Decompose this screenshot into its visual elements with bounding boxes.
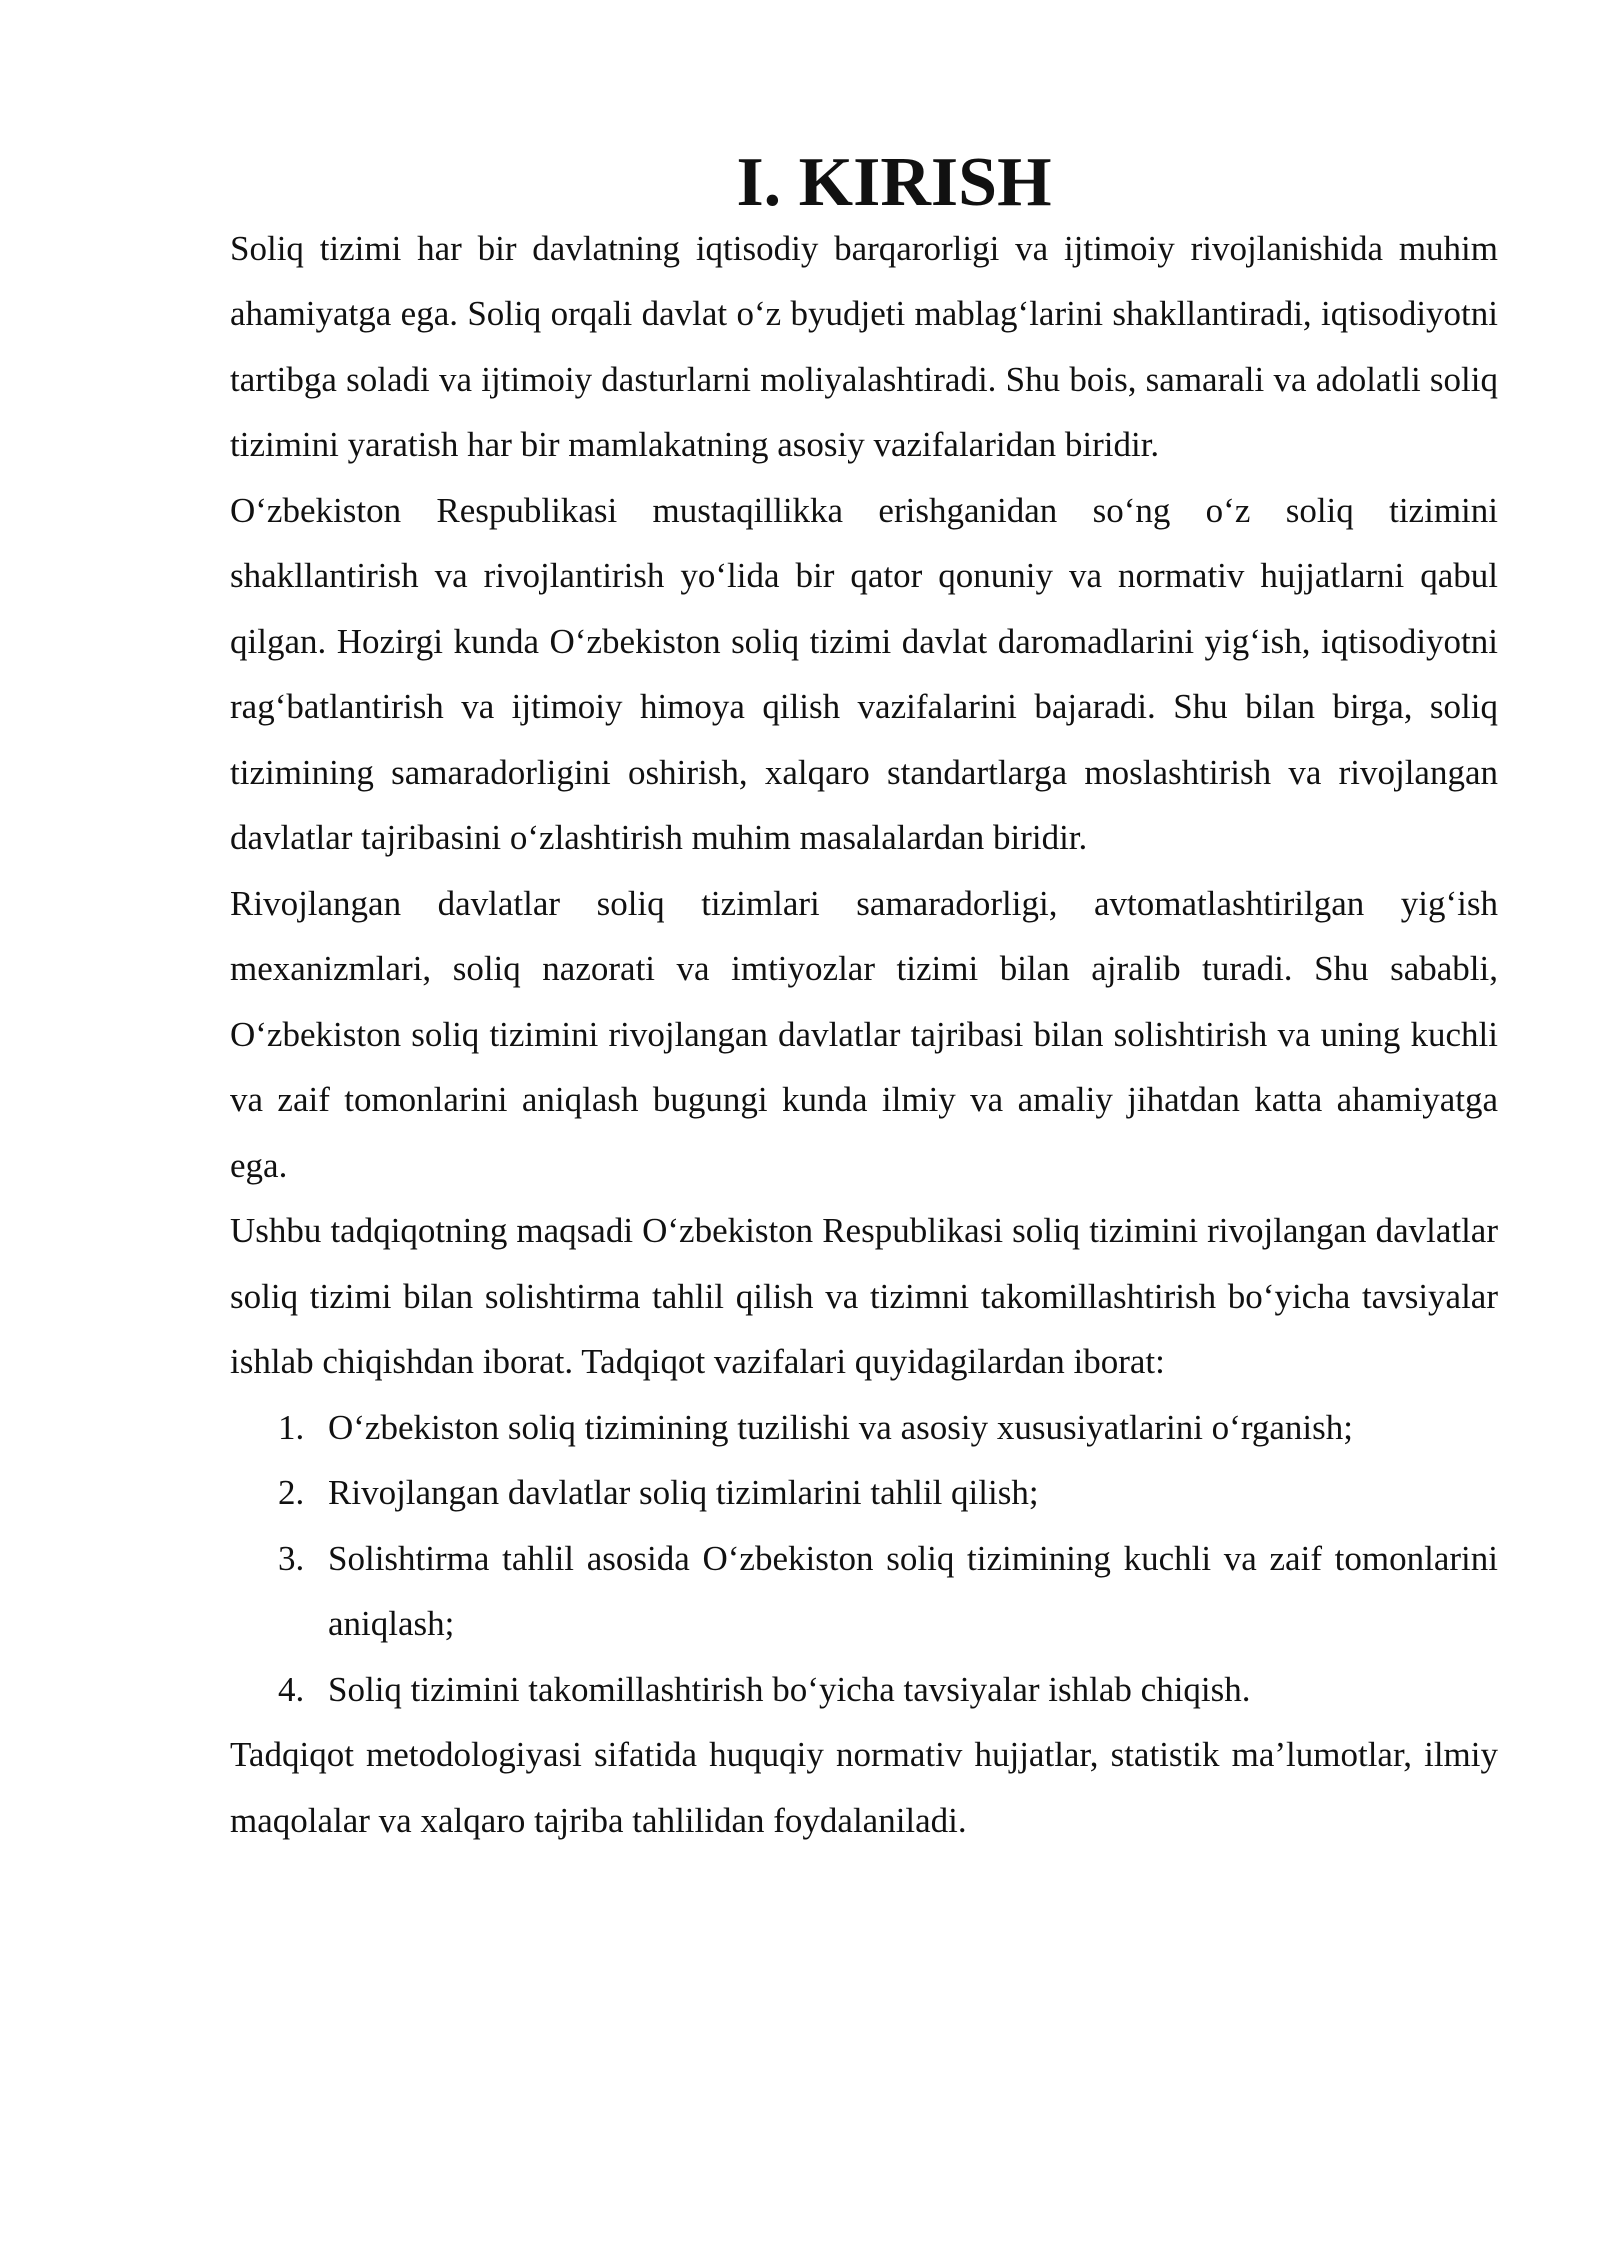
list-item-number: 1.: [278, 1407, 305, 1447]
list-item: [230, 1395, 1498, 1461]
paragraph-uzbekistan: O‘zbekiston Respublikasi mustaqillikka erishganidan so‘ng o‘z soliq tizimini shakllantirish va rivojlantirish yo‘lida bir qator qonuniy va normativ hujjatlarni qabul qilgan. Hozirgi kunda O‘zbekiston soliq tizimi davlat daromadlarini yig‘ish, iqtisodiyotni rag‘batlantirish va ijtimoiy himoya qilish vazifalarini bajaradi. Shu bilan birga, soliq tizimining samaradorligini oshirish, xalqaro standartlarga moslashtirish va rivojlangan davlatlar tajribasini o‘zlashtirish muhim masalalardan biridir.: [230, 490, 1498, 857]
list-item: [230, 1657, 1498, 1723]
paragraph-research-goal: Ushbu tadqiqotning maqsadi O‘zbekiston Respublikasi soliq tizimini rivojlangan davlatlar soliq tizimi bilan solishtirma tahlil qilish va tizimni takomillashtirish bo‘yicha tavsiyalar ishlab chiqishdan iborat. Tadqiqot vazifalari quyidagilardan iborat:: [230, 1211, 1498, 1381]
list-item: [230, 1526, 1498, 1657]
paragraph-intro: Soliq tizimi har bir davlatning iqtisodiy barqarorligi va ijtimoiy rivojlanishida muhim ahamiyatga ega. Soliq orqali davlat o‘z byudjeti mablag‘larini shakllantiradi, iqtisodiyotni tartibga soladi va ijtimoiy dasturlarni moliyalashtiradi. Shu bois, samarali va adolatli soliq tizimini yaratish har bir mamlakatning asosiy vazifalaridan biridir.: [230, 228, 1498, 464]
list-item-number: 3.: [278, 1538, 305, 1578]
list-item: [230, 1460, 1498, 1526]
task-list: [230, 1395, 1498, 1723]
paragraph-developed-countries: Rivojlangan davlatlar soliq tizimlari samaradorligi, avtomatlashtirilgan yig‘ish mexanizmlari, soliq nazorati va imtiyozlar tizimi bilan ajralib turadi. Shu sababli, O‘zbekiston soliq tizimini rivojlangan davlatlar tajribasi bilan solishtirish va uning kuchli va zaif tomonlarini aniqlash bugungi kunda ilmiy va amaliy jihatdan katta ahamiyatga ega.: [230, 883, 1498, 1185]
list-item-text: Rivojlangan davlatlar soliq tizimlarini tahlil qilish;: [328, 1473, 1039, 1512]
document-page: [230, 144, 1498, 1853]
list-item-text: O‘zbekiston soliq tizimining tuzilishi va asosiy xususiyatlarini o‘rganish;: [328, 1407, 1353, 1447]
list-item-text: Soliq tizimini takomillashtirish bo‘yicha tavsiyalar ishlab chiqish.: [328, 1669, 1251, 1709]
section-title: I. KIRISH: [736, 144, 1052, 221]
paragraph-methodology: Tadqiqot metodologiyasi sifatida huquqiy normativ hujjatlar, statistik ma’lumotlar, ilmiy maqolalar va xalqaro tajriba tahlilidan foydalaniladi.: [230, 1735, 1498, 1840]
list-item-text: Solishtirma tahlil asosida O‘zbekiston soliq tizimining kuchli va zaif tomonlarini aniqlash;: [328, 1538, 1498, 1643]
list-item-number: 2.: [278, 1473, 305, 1512]
list-item-number: 4.: [278, 1669, 305, 1709]
